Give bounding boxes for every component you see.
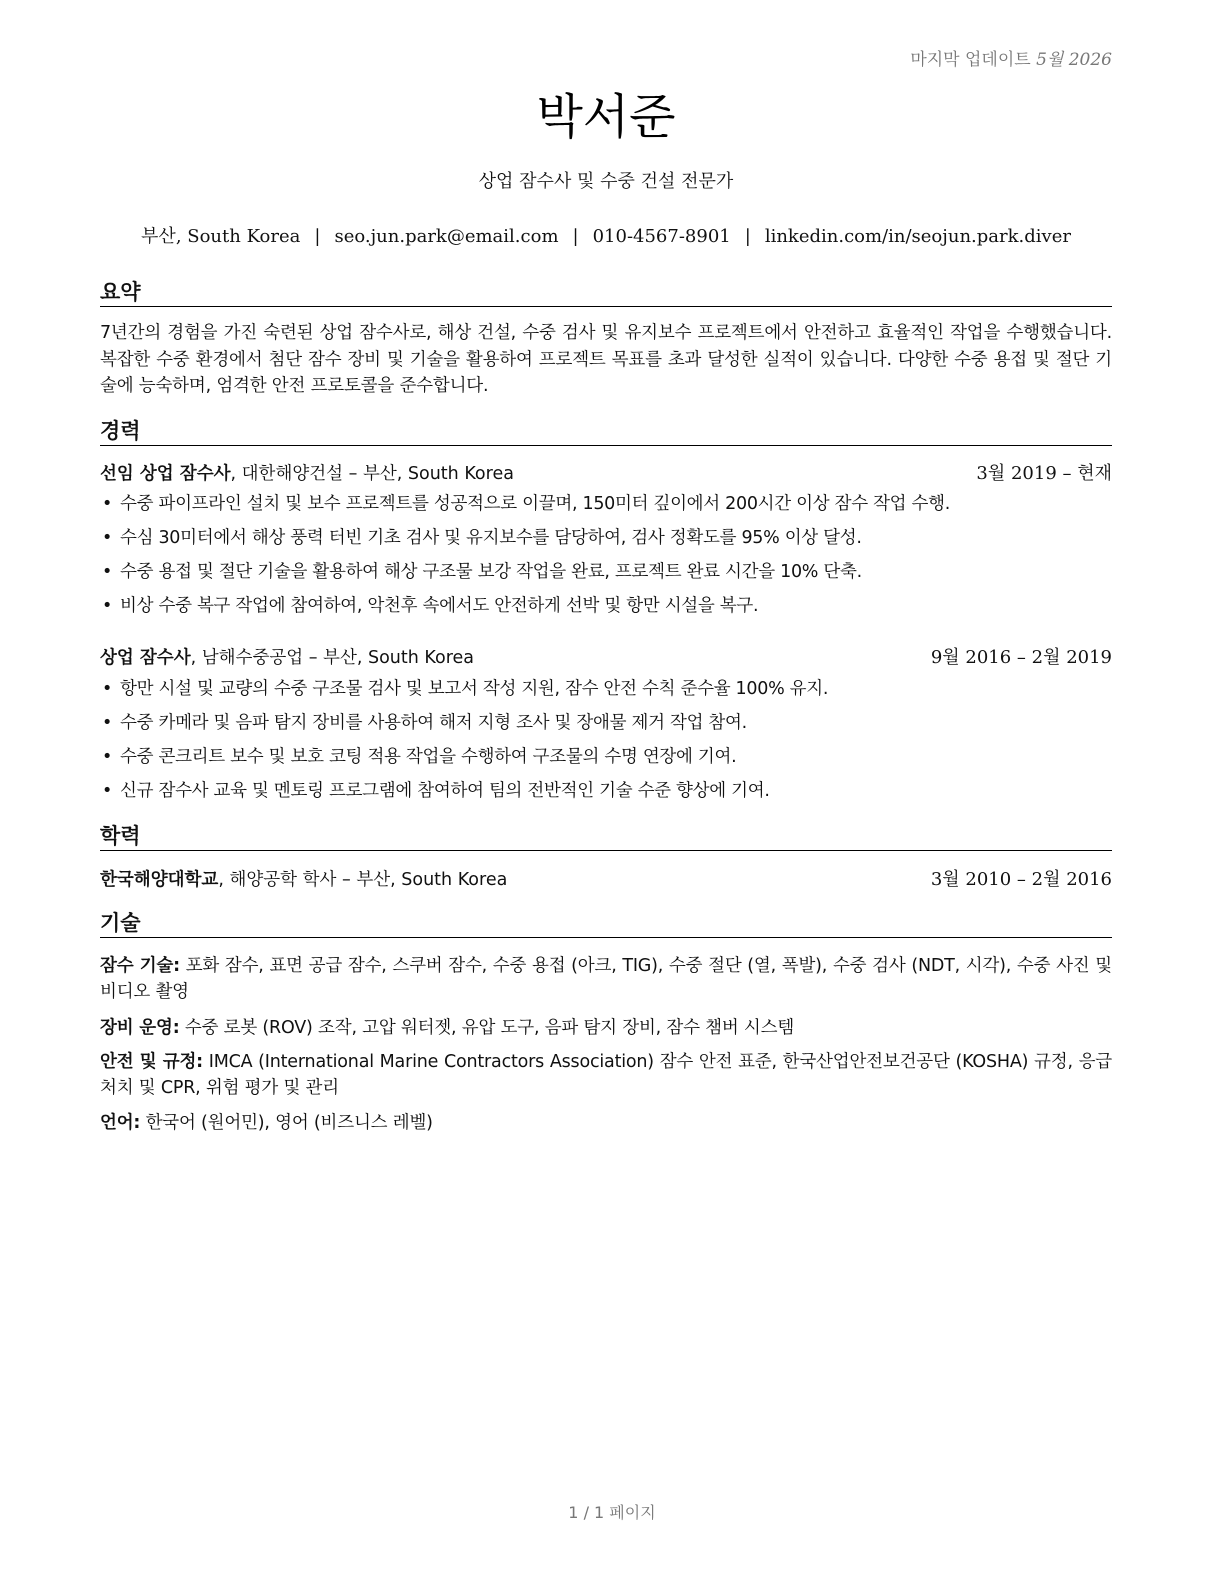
- last-updated: [910, 45, 1112, 70]
- list-item: • 수중 용접 및 절단 기술을 활용하여 해상 구조물 보강 작업을 완료, 프로젝트 완료 시간을 10% 단축.: [102, 562, 862, 582]
- resume-page: [100, 0, 1112, 1584]
- last-updated-date: 5월 2026: [1036, 50, 1112, 70]
- page-number: 1 / 1 페이지: [568, 1503, 656, 1522]
- section-title-skills: 기술: [100, 909, 1112, 938]
- skill-item: [100, 1015, 1112, 1041]
- skill-item: [100, 1110, 1112, 1136]
- contact-separator: |: [314, 226, 321, 247]
- job-dates: 9월 2016 – 2월 2019: [930, 647, 1112, 668]
- education-dates: 3월 2010 – 2월 2016: [930, 869, 1112, 890]
- candidate-name: 박서준: [536, 89, 676, 145]
- job-org: , 남해수중공업 – 부산, South Korea: [190, 648, 475, 668]
- contact-phone: 010-4567-8901: [592, 226, 731, 247]
- school-name: 한국해양대학교: [100, 870, 219, 890]
- list-item: • 수중 콘크리트 보수 및 보호 코팅 적용 작업을 수행하여 구조물의 수명 연장에 기여.: [102, 747, 737, 767]
- job-bullets: [100, 491, 1112, 627]
- candidate-tagline: 상업 잠수사 및 수중 건설 전문가: [478, 171, 734, 192]
- summary-text: 7년간의 경험을 가진 숙련된 상업 잠수사로, 해상 건설, 수중 검사 및 유지보수 프로젝트에서 안전하고 효율적인 작업을 수행했습니다. 복잡한 수중 환경에서 첨단 잠수 장비 및 기술을 활용하여 프로젝트 목표를 초과 달성한 실적이 있습니다. 다양한 수중 용접 및 절단 기술에 능숙하며, 엄격한 안전 프로토콜을 준수합니다.: [100, 323, 1112, 396]
- job-role: 상업 잠수사: [100, 648, 191, 668]
- contact-location: 부산, South Korea: [141, 226, 301, 247]
- job-role: 선임 상업 잠수사: [100, 464, 231, 484]
- list-item: • 수중 카메라 및 음파 탐지 장비를 사용하여 해저 지형 조사 및 장애물 제거 작업 참여.: [102, 713, 747, 733]
- job-dates: 3월 2019 – 현재: [976, 463, 1112, 484]
- section-title-summary: 요약: [100, 278, 1112, 307]
- skill-label: 잠수 기술:: [100, 956, 180, 976]
- skill-label: 언어:: [100, 1113, 141, 1133]
- skill-text: 수중 로봇 (ROV) 조작, 고압 워터젯, 유압 도구, 음파 탐지 장비, 잠수 챔버 시스템: [179, 1018, 795, 1038]
- skill-text: IMCA (International Marine Contractors Association) 잠수 안전 표준, 한국산업안전보건공단 (KOSHA) 규정, 응급처치 및 CPR, 위험 평가 및 관리: [100, 1052, 1113, 1098]
- job-bullets: [100, 676, 1112, 812]
- contact-separator: |: [572, 226, 579, 247]
- skill-text: 포화 잠수, 표면 공급 잠수, 스쿠버 잠수, 수중 용접 (아크, TIG), 수중 절단 (열, 폭발), 수중 검사 (NDT, 시각), 수중 사진 및 비디오 촬영: [100, 956, 1112, 1002]
- list-item: • 수심 30미터에서 해상 풍력 터빈 기초 검사 및 유지보수를 담당하여, 검사 정확도를 95% 이상 달성.: [102, 528, 862, 548]
- contact-linkedin[interactable]: linkedin.com/in/seojun.park.diver: [764, 226, 1071, 247]
- degree-detail: , 해양공학 학사 – 부산, South Korea: [218, 870, 508, 890]
- job-entry-header: [100, 461, 1112, 487]
- contact-email[interactable]: seo.jun.park@email.com: [334, 226, 559, 247]
- list-item: • 신규 잠수사 교육 및 멘토링 프로그램에 참여하여 팀의 전반적인 기술 수준 향상에 기여.: [102, 781, 770, 801]
- job-org: , 대한해양건설 – 부산, South Korea: [230, 464, 514, 484]
- education-entry: [100, 867, 1112, 893]
- contact-separator: |: [744, 226, 751, 247]
- job-entry-header: [100, 645, 1112, 671]
- list-item: • 비상 수중 복구 작업에 참여하여, 악천후 속에서도 안전하게 선박 및 항만 시설을 복구.: [102, 596, 759, 616]
- list-item: • 항만 시설 및 교량의 수중 구조물 검사 및 보고서 작성 지원, 잠수 안전 수칙 준수율 100% 유지.: [102, 679, 829, 699]
- list-item: • 수중 파이프라인 설치 및 보수 프로젝트를 성공적으로 이끌며, 150미터 깊이에서 200시간 이상 잠수 작업 수행.: [102, 494, 951, 514]
- skill-label: 안전 및 규정:: [100, 1052, 203, 1072]
- section-title-experience: 경력: [100, 417, 1112, 446]
- skill-item: [100, 1049, 1112, 1101]
- skill-text: 한국어 (원어민), 영어 (비즈니스 레벨): [140, 1113, 433, 1133]
- skill-label: 장비 운영:: [100, 1018, 180, 1038]
- last-updated-label: 마지막 업데이트: [910, 50, 1031, 70]
- skill-item: [100, 953, 1112, 1005]
- section-title-education: 학력: [100, 822, 1112, 851]
- contact-line: [100, 224, 1112, 250]
